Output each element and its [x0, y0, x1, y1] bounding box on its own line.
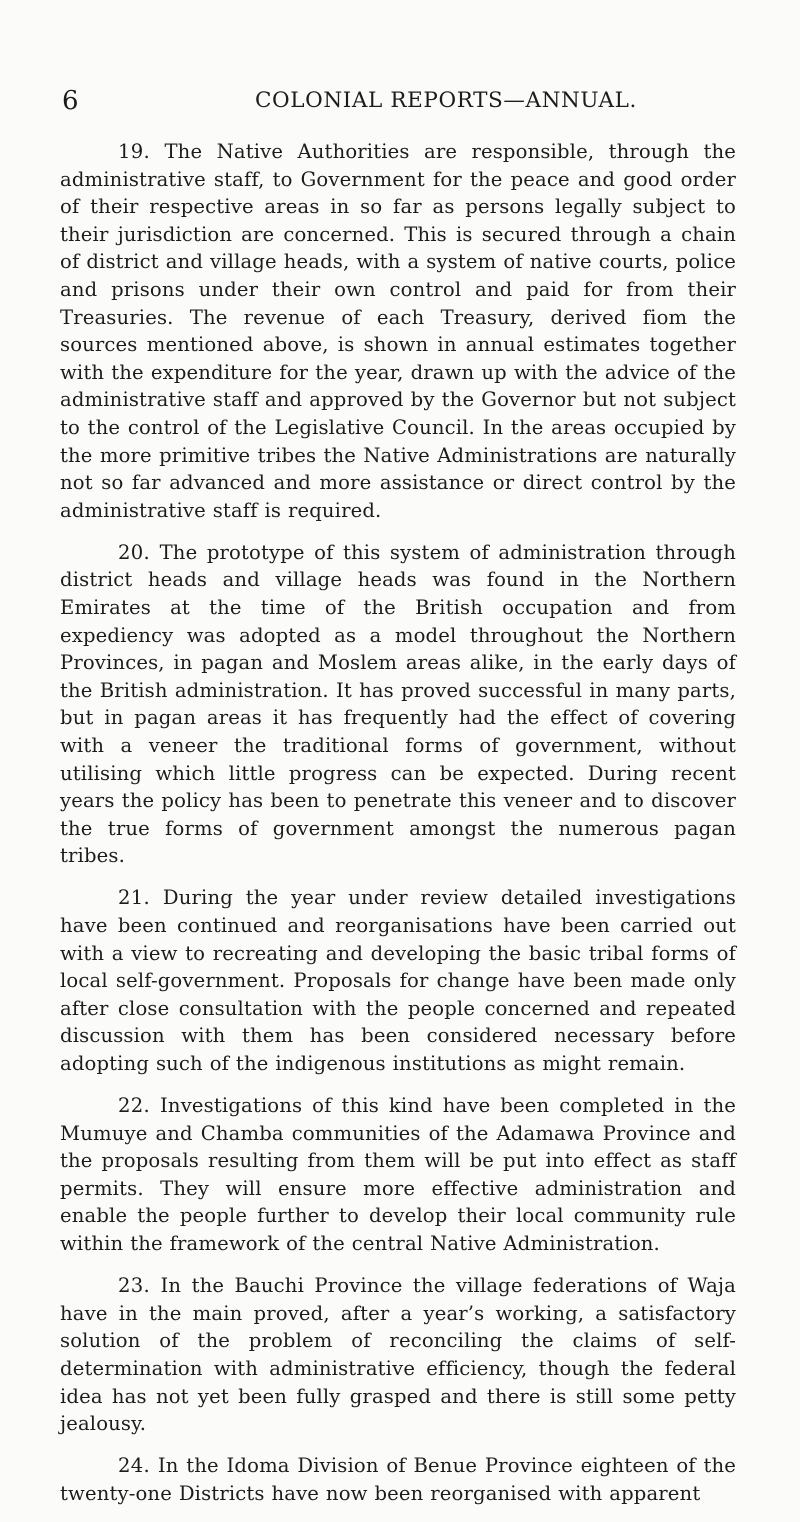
paragraph-21 — [60, 884, 736, 1077]
paragraph-number: 20. — [118, 540, 151, 564]
paragraph-text: During the year under review detailed investigations have been continued and reorganisations have been carried out with a view to recreating and developing the basic tribal forms of local self-government. Proposals for change have been made only after close consultation with the people concerned and repeated discussion with them has been considered necessary before adopting such of the indigenous institutions as might remain. — [60, 886, 736, 1075]
paragraph-number: 22. — [118, 1094, 151, 1118]
paragraph-text: The prototype of this system of administration through district heads and village heads was found in the Northern Emirates at the time of the British occupation and from expediency was adopted as a model throughout the Northern Provinces, in pagan and Moslem areas alike, in the early days of the British administration. It has proved successful in many parts, but in pagan areas it has frequently had the effect of covering with a veneer the traditional forms of government, without utilising which little progress can be expected. During recent years the policy has been to penetrate this veneer and to discover the true forms of government amongst the numerous pagan tribes. — [60, 540, 736, 868]
page-number: 6 — [62, 86, 80, 116]
paragraph-text: In the Bauchi Province the village federations of Waja have in the main proved, after a year’s working, a satisfactory solution of the problem of reconciling the claims of self-determination with administrative efficiency, though the federal idea has not yet been fully grasped and there is still some petty jealousy. — [60, 1274, 736, 1436]
paragraph-number: 23. — [118, 1274, 151, 1298]
body-text — [60, 138, 736, 1522]
paragraph-number: 19. — [118, 140, 151, 163]
paragraph-19 — [60, 138, 736, 524]
running-head: COLONIAL REPORTS—ANNUAL. — [255, 88, 637, 113]
paragraph-number: 21. — [118, 886, 151, 910]
paragraph-22 — [60, 1092, 736, 1258]
paragraph-24 — [60, 1452, 736, 1507]
paragraph-number: 24. — [118, 1454, 151, 1478]
paragraph-23 — [60, 1272, 736, 1438]
page-header — [0, 86, 800, 120]
paragraph-20 — [60, 539, 736, 870]
paragraph-text: The Native Authorities are responsible, through the administrative staff, to Government for the peace and good order of their respective areas in so far as persons legally subject to their jurisdiction are concerned. This is secured through a chain of district and village heads, with a system of native courts, police and prisons under their own control and paid for from their Treasuries. The revenue of each Treasury, derived fiom the sources mentioned above, is shown in annual estimates together with the expenditure for the year, drawn up with the advice of the administrative staff and approved by the Governor but not subject to the control of the Legislative Council. In the areas occupied by the more primitive tribes the Native Administrations are naturally not so far advanced and more assistance or direct control by the administrative staff is required. — [60, 140, 736, 522]
paragraph-text: Investigations of this kind have been completed in the Mumuye and Chamba communities of the Adamawa Province and the proposals resulting from them will be put into effect as staff permits. They will ensure more effective administration and enable the people further to develop their local community rule within the framework of the central Native Administration. — [60, 1094, 736, 1256]
paragraph-text: In the Idoma Division of Benue Province eighteen of the twenty-one Districts have now been reorganised with apparent — [60, 1454, 736, 1505]
